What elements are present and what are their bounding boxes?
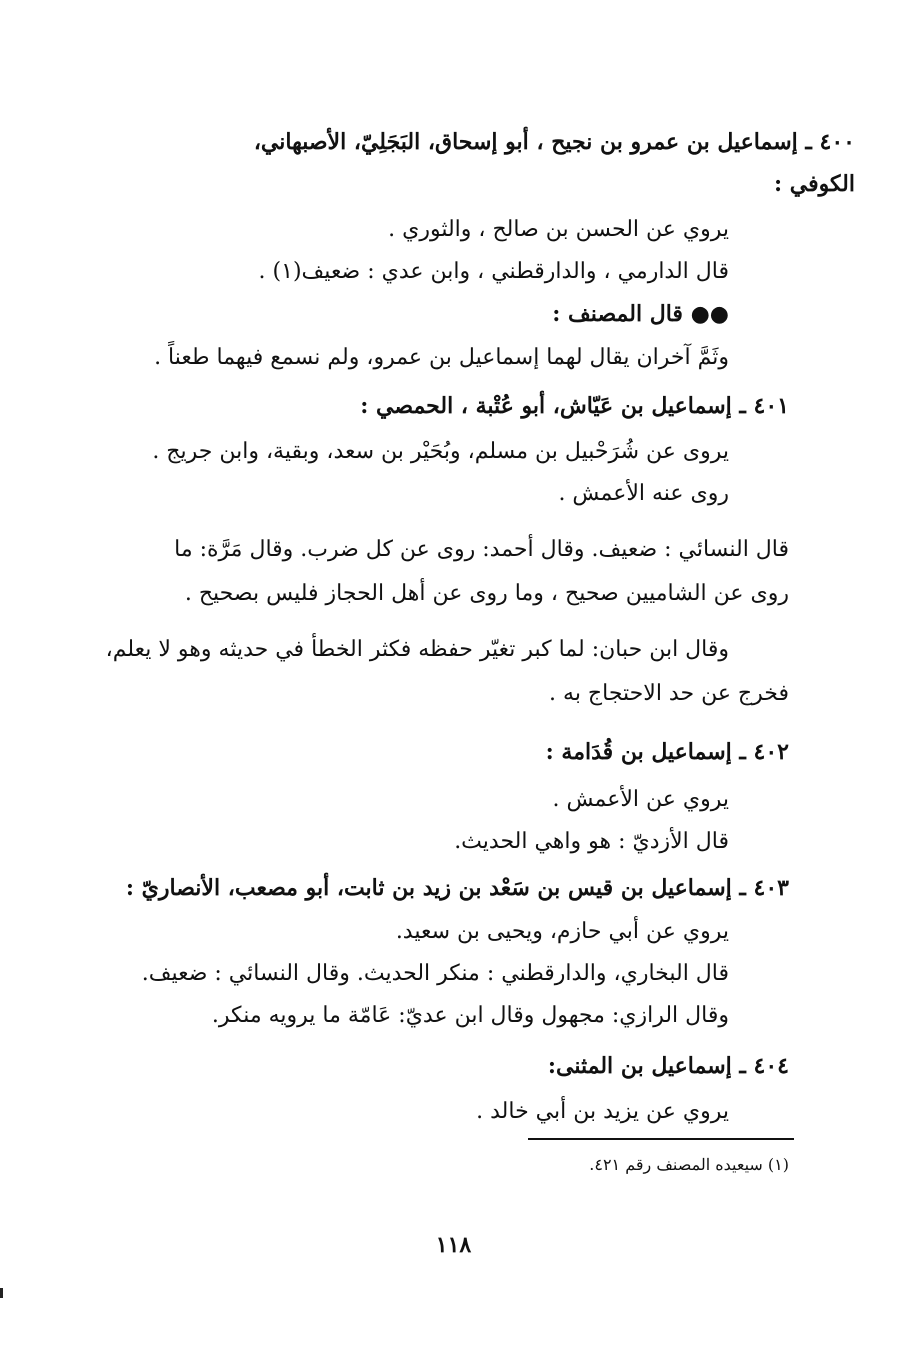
entry-401-grading-3: وقال ابن حبان: لما كبر تغيّر حفظه فكثر الخطأ في حديثه وهو لا يعلم،	[105, 637, 729, 662]
entry-400-narration: يروي عن الحسن بن صالح ، والثوري .	[388, 217, 729, 242]
entry-dash: ـ	[739, 393, 746, 419]
author-note-heading	[552, 296, 729, 332]
entry-402-heading-line	[546, 734, 789, 770]
page-number: ١١٨	[435, 1232, 472, 1258]
entry-400-heading-line2: الكوفي :	[774, 171, 855, 197]
entry-404-number: ٤٠٤	[753, 1053, 789, 1079]
entry-403-number: ٤٠٣	[753, 875, 789, 901]
entry-403-heading: إسماعيل بن قيس بن سَعْد بن زيد بن ثابت، أبو مصعب، الأنصاريّ :	[125, 875, 732, 901]
scan-edge-mark	[0, 1288, 3, 1298]
entry-402-heading: إسماعيل بن قُدَامة :	[545, 739, 732, 765]
entry-401-grading-4: فخرج عن حد الاحتجاج به .	[549, 681, 789, 706]
footnote: (١) سيعيده المصنف رقم ٤٢١.	[589, 1155, 789, 1174]
entry-403-grading-2: وقال الرازي: مجهول وقال ابن عديّ: عَامّة ما يرويه منكر.	[211, 1003, 729, 1028]
entry-401-grading-1: قال النسائي : ضعيف. وقال أحمد: روى عن كل ضرب. وقال مَرَّة: ما	[174, 537, 789, 562]
entry-dash: ـ	[739, 875, 746, 901]
entry-400-grading: قال الدارمي ، والدارقطني ، وابن عدي : ضعيف(١) .	[258, 259, 729, 284]
entry-401-narration: يروى عن شُرَحْبيل بن مسلم، وبُحَيْر بن سعد، وبقية، وابن جريج .	[152, 439, 729, 464]
footnote-divider	[528, 1138, 794, 1140]
entry-403-grading-1: قال البخاري، والدارقطني : منكر الحديث. وقال النسائي : ضعيف.	[141, 961, 729, 986]
entry-404-heading: إسماعيل بن المثنى:	[547, 1053, 732, 1079]
entry-400-heading: إسماعيل بن عمرو بن نجيح ، أبو إسحاق، البَجَلِيّ، الأصبهاني،	[253, 129, 798, 155]
bullet-dots-icon: ●●	[690, 301, 729, 327]
entry-404-narration: يروي عن يزيد بن أبي خالد .	[476, 1099, 729, 1124]
entry-404-heading-line	[548, 1048, 789, 1084]
entry-402-narration: يروي عن الأعمش .	[552, 787, 729, 812]
entry-401-heading: إسماعيل بن عَيّاش، أبو عُتْبة ، الحمصي :	[360, 393, 732, 419]
entry-402-number: ٤٠٢	[753, 739, 789, 765]
entry-400-heading-line1	[254, 124, 855, 160]
entry-401-narrator-from: روى عنه الأعمش .	[558, 481, 729, 506]
entry-403-heading-line	[126, 870, 789, 906]
entry-402-grading: قال الأزديّ : هو واهي الحديث.	[454, 829, 729, 854]
author-note-text: وثَمَّ آخران يقال لهما إسماعيل بن عمرو، ولم نسمع فيهما طعناً .	[154, 345, 729, 370]
entry-400-number: ٤٠٠	[819, 129, 855, 155]
entry-401-number: ٤٠١	[753, 393, 789, 419]
entry-401-grading-2: روى عن الشاميين صحيح ، وما روى عن أهل الحجاز فليس بصحيح .	[184, 581, 789, 606]
entry-dash: ـ	[805, 129, 812, 155]
entry-dash: ـ	[739, 1053, 746, 1079]
entry-401-heading-line	[360, 388, 789, 424]
entry-403-narration: يروي عن أبي حازم، ويحيى بن سعيد.	[395, 919, 729, 944]
author-note-label: قال المصنف :	[552, 301, 683, 327]
entry-dash: ـ	[739, 739, 746, 765]
